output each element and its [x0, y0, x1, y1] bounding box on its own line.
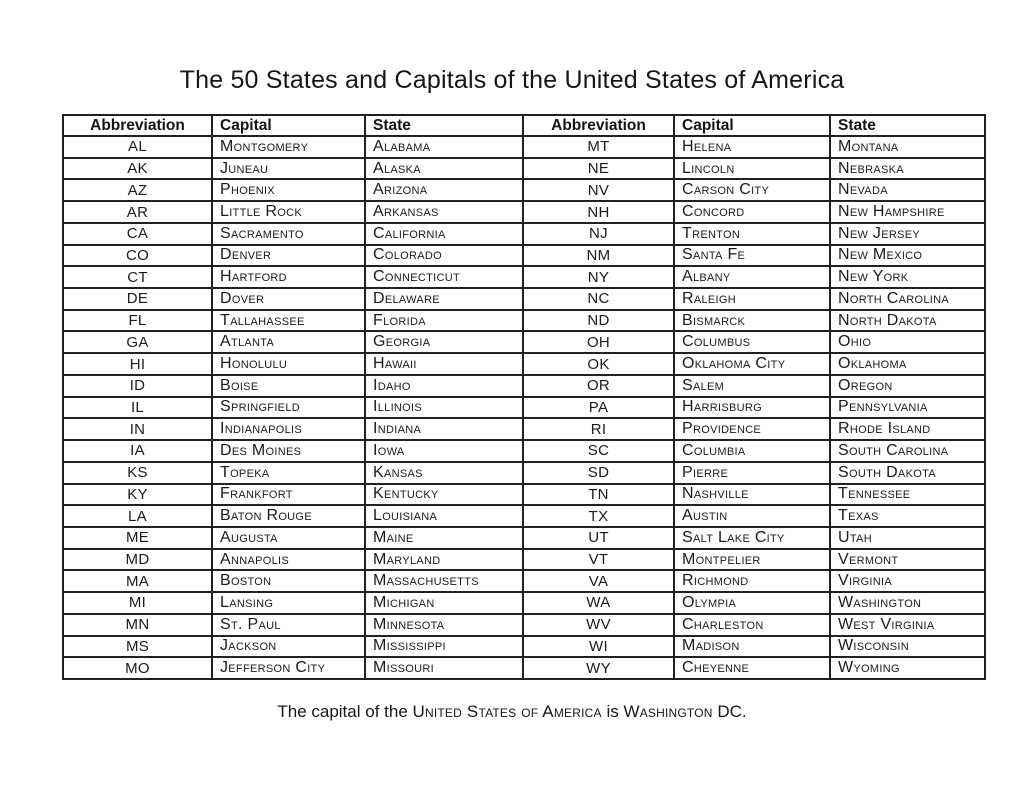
- table-row: [63, 158, 985, 180]
- capital-cell: Richmond: [674, 570, 830, 592]
- state-cell: New York: [830, 266, 985, 288]
- abbreviation-cell: NM: [523, 245, 674, 267]
- capital-cell: Jackson: [212, 636, 365, 658]
- capital-cell: Jefferson City: [212, 657, 365, 679]
- state-cell: New Hampshire: [830, 201, 985, 223]
- table-row: [63, 288, 985, 310]
- abbreviation-cell: CA: [63, 223, 212, 245]
- abbreviation-cell: NH: [523, 201, 674, 223]
- abbreviation-cell: KY: [63, 484, 212, 506]
- abbreviation-cell: HI: [63, 353, 212, 375]
- abbreviation-cell: FL: [63, 310, 212, 332]
- state-cell: Kansas: [365, 462, 523, 484]
- capital-cell: Austin: [674, 505, 830, 527]
- capital-cell: Tallahassee: [212, 310, 365, 332]
- state-cell: South Carolina: [830, 440, 985, 462]
- header-capital-right: Capital: [674, 115, 830, 136]
- abbreviation-cell: CO: [63, 245, 212, 267]
- abbreviation-cell: MA: [63, 570, 212, 592]
- footer-text-prefix: The capital of the: [277, 702, 413, 721]
- state-cell: Mississippi: [365, 636, 523, 658]
- state-cell: California: [365, 223, 523, 245]
- abbreviation-cell: AZ: [63, 179, 212, 201]
- abbreviation-cell: UT: [523, 527, 674, 549]
- state-cell: Alabama: [365, 136, 523, 158]
- abbreviation-cell: LA: [63, 505, 212, 527]
- table-row: [63, 418, 985, 440]
- table-row: [63, 375, 985, 397]
- capital-cell: Boston: [212, 570, 365, 592]
- capital-cell: Juneau: [212, 158, 365, 180]
- capital-cell: Nashville: [674, 484, 830, 506]
- table-row: [63, 462, 985, 484]
- state-cell: West Virginia: [830, 614, 985, 636]
- capital-cell: Dover: [212, 288, 365, 310]
- state-cell: Utah: [830, 527, 985, 549]
- capital-cell: Phoenix: [212, 179, 365, 201]
- state-cell: Virginia: [830, 570, 985, 592]
- table-row: [63, 592, 985, 614]
- capital-cell: Columbus: [674, 331, 830, 353]
- abbreviation-cell: IA: [63, 440, 212, 462]
- state-cell: Arkansas: [365, 201, 523, 223]
- capital-cell: St. Paul: [212, 614, 365, 636]
- capital-cell: Trenton: [674, 223, 830, 245]
- states-capitals-table: [62, 114, 986, 680]
- capital-cell: Olympia: [674, 592, 830, 614]
- abbreviation-cell: SD: [523, 462, 674, 484]
- abbreviation-cell: NE: [523, 158, 674, 180]
- state-cell: Louisiana: [365, 505, 523, 527]
- abbreviation-cell: MD: [63, 549, 212, 571]
- state-cell: Missouri: [365, 657, 523, 679]
- state-cell: Washington: [830, 592, 985, 614]
- state-cell: Maine: [365, 527, 523, 549]
- capital-cell: Lincoln: [674, 158, 830, 180]
- capital-cell: Annapolis: [212, 549, 365, 571]
- state-cell: Michigan: [365, 592, 523, 614]
- state-cell: Tennessee: [830, 484, 985, 506]
- abbreviation-cell: NC: [523, 288, 674, 310]
- capital-cell: Harrisburg: [674, 397, 830, 419]
- abbreviation-cell: NY: [523, 266, 674, 288]
- capital-cell: Augusta: [212, 527, 365, 549]
- footer-text-suffix: DC.: [712, 702, 747, 721]
- abbreviation-cell: IL: [63, 397, 212, 419]
- abbreviation-cell: TN: [523, 484, 674, 506]
- header-capital-left: Capital: [212, 115, 365, 136]
- capital-cell: Concord: [674, 201, 830, 223]
- capital-cell: Montpelier: [674, 549, 830, 571]
- state-cell: Minnesota: [365, 614, 523, 636]
- abbreviation-cell: OH: [523, 331, 674, 353]
- footer-text-middle: is: [601, 702, 624, 721]
- state-cell: Oklahoma: [830, 353, 985, 375]
- state-cell: Pennsylvania: [830, 397, 985, 419]
- state-cell: New Jersey: [830, 223, 985, 245]
- state-cell: South Dakota: [830, 462, 985, 484]
- table-row: [63, 484, 985, 506]
- capital-cell: Boise: [212, 375, 365, 397]
- abbreviation-cell: CT: [63, 266, 212, 288]
- abbreviation-cell: ID: [63, 375, 212, 397]
- table-row: [63, 353, 985, 375]
- abbreviation-cell: KS: [63, 462, 212, 484]
- state-cell: Kentucky: [365, 484, 523, 506]
- capital-cell: Cheyenne: [674, 657, 830, 679]
- header-abbreviation-left: Abbreviation: [63, 115, 212, 136]
- table-row: [63, 223, 985, 245]
- capital-cell: Atlanta: [212, 331, 365, 353]
- capital-cell: Bismarck: [674, 310, 830, 332]
- page-title: The 50 States and Capitals of the United States of America: [179, 66, 845, 94]
- state-cell: Connecticut: [365, 266, 523, 288]
- abbreviation-cell: TX: [523, 505, 674, 527]
- capital-cell: Salt Lake City: [674, 527, 830, 549]
- capital-cell: Helena: [674, 136, 830, 158]
- capital-cell: Albany: [674, 266, 830, 288]
- state-cell: Indiana: [365, 418, 523, 440]
- state-cell: Nevada: [830, 179, 985, 201]
- state-cell: Arizona: [365, 179, 523, 201]
- state-cell: Illinois: [365, 397, 523, 419]
- abbreviation-cell: PA: [523, 397, 674, 419]
- abbreviation-cell: WA: [523, 592, 674, 614]
- abbreviation-cell: AK: [63, 158, 212, 180]
- capital-cell: Raleigh: [674, 288, 830, 310]
- abbreviation-cell: MI: [63, 592, 212, 614]
- abbreviation-cell: DE: [63, 288, 212, 310]
- state-cell: Texas: [830, 505, 985, 527]
- state-cell: Vermont: [830, 549, 985, 571]
- table-row: [63, 549, 985, 571]
- abbreviation-cell: MS: [63, 636, 212, 658]
- capital-cell: Oklahoma City: [674, 353, 830, 375]
- table-row: [63, 136, 985, 158]
- abbreviation-cell: WY: [523, 657, 674, 679]
- abbreviation-cell: GA: [63, 331, 212, 353]
- state-cell: Iowa: [365, 440, 523, 462]
- table-row: [63, 657, 985, 679]
- abbreviation-cell: MN: [63, 614, 212, 636]
- abbreviation-cell: SC: [523, 440, 674, 462]
- abbreviation-cell: NJ: [523, 223, 674, 245]
- state-cell: Nebraska: [830, 158, 985, 180]
- abbreviation-cell: MO: [63, 657, 212, 679]
- state-cell: Wyoming: [830, 657, 985, 679]
- capital-cell: Denver: [212, 245, 365, 267]
- table-row: [63, 570, 985, 592]
- capital-cell: Hartford: [212, 266, 365, 288]
- table-row: [63, 179, 985, 201]
- abbreviation-cell: WI: [523, 636, 674, 658]
- abbreviation-cell: IN: [63, 418, 212, 440]
- header-state-left: State: [365, 115, 523, 136]
- table-row: [63, 245, 985, 267]
- table-row: [63, 310, 985, 332]
- abbreviation-cell: ME: [63, 527, 212, 549]
- header-row: [63, 115, 985, 136]
- capital-cell: Pierre: [674, 462, 830, 484]
- state-cell: Hawaii: [365, 353, 523, 375]
- footer-note: [0, 702, 1024, 722]
- abbreviation-cell: RI: [523, 418, 674, 440]
- abbreviation-cell: MT: [523, 136, 674, 158]
- table-row: [63, 614, 985, 636]
- table-row: [63, 201, 985, 223]
- state-cell: Idaho: [365, 375, 523, 397]
- state-cell: Ohio: [830, 331, 985, 353]
- state-cell: Wisconsin: [830, 636, 985, 658]
- capital-cell: Indianapolis: [212, 418, 365, 440]
- table-row: [63, 527, 985, 549]
- state-cell: Maryland: [365, 549, 523, 571]
- abbreviation-cell: OR: [523, 375, 674, 397]
- state-cell: New Mexico: [830, 245, 985, 267]
- table-row: [63, 505, 985, 527]
- state-cell: Oregon: [830, 375, 985, 397]
- capital-cell: Little Rock: [212, 201, 365, 223]
- table-row: [63, 266, 985, 288]
- capital-cell: Salem: [674, 375, 830, 397]
- capital-cell: Baton Rouge: [212, 505, 365, 527]
- state-cell: Florida: [365, 310, 523, 332]
- capital-cell: Frankfort: [212, 484, 365, 506]
- header-state-right: State: [830, 115, 985, 136]
- capital-cell: Topeka: [212, 462, 365, 484]
- state-cell: Alaska: [365, 158, 523, 180]
- capital-cell: Honolulu: [212, 353, 365, 375]
- capital-cell: Lansing: [212, 592, 365, 614]
- capital-cell: Charleston: [674, 614, 830, 636]
- capital-cell: Carson City: [674, 179, 830, 201]
- abbreviation-cell: NV: [523, 179, 674, 201]
- state-cell: Montana: [830, 136, 985, 158]
- state-cell: Delaware: [365, 288, 523, 310]
- footer-country-name: United States of America: [412, 702, 602, 721]
- footer-capital-city: Washington: [623, 702, 713, 721]
- header-abbreviation-right: Abbreviation: [523, 115, 674, 136]
- capital-cell: Providence: [674, 418, 830, 440]
- table-row: [63, 636, 985, 658]
- state-cell: North Carolina: [830, 288, 985, 310]
- table-row: [63, 440, 985, 462]
- abbreviation-cell: VA: [523, 570, 674, 592]
- state-cell: North Dakota: [830, 310, 985, 332]
- table-row: [63, 397, 985, 419]
- capital-cell: Columbia: [674, 440, 830, 462]
- state-cell: Massachusetts: [365, 570, 523, 592]
- abbreviation-cell: OK: [523, 353, 674, 375]
- capital-cell: Des Moines: [212, 440, 365, 462]
- abbreviation-cell: VT: [523, 549, 674, 571]
- state-cell: Colorado: [365, 245, 523, 267]
- state-cell: Rhode Island: [830, 418, 985, 440]
- capital-cell: Springfield: [212, 397, 365, 419]
- capital-cell: Santa Fe: [674, 245, 830, 267]
- abbreviation-cell: AL: [63, 136, 212, 158]
- abbreviation-cell: AR: [63, 201, 212, 223]
- table-row: [63, 331, 985, 353]
- abbreviation-cell: WV: [523, 614, 674, 636]
- state-cell: Georgia: [365, 331, 523, 353]
- capital-cell: Madison: [674, 636, 830, 658]
- capital-cell: Sacramento: [212, 223, 365, 245]
- capital-cell: Montgomery: [212, 136, 365, 158]
- abbreviation-cell: ND: [523, 310, 674, 332]
